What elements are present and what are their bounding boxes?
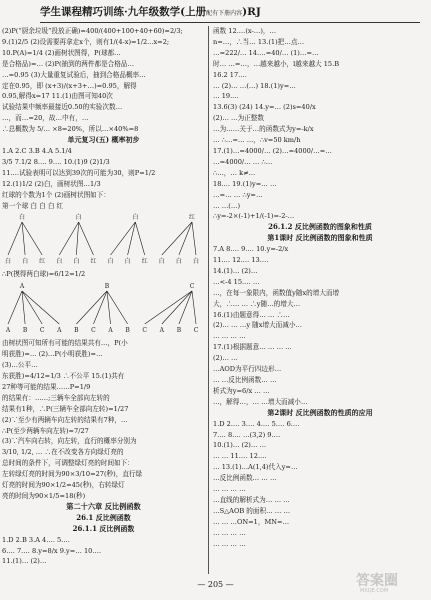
answer-line: 明获胜)=… (2)…P(小明获胜)=… — [2, 350, 103, 359]
answer-line: … 13.(1)…A(1,4)代入y=… — [213, 463, 298, 472]
answer-line: 由树状图可知所有可能的结果共有…，P(小 — [2, 339, 128, 348]
answer-line: 17.(1)…=4000/… (2)…=4000/…=… — [213, 146, 332, 155]
tree1-leaf-node: 白 — [22, 258, 29, 266]
tree1-leaf-node: 红 — [90, 258, 97, 266]
tree2-leaf-node: B — [125, 327, 130, 335]
answer-line: …反比例函数… … … — [213, 474, 277, 483]
tree2-branch — [22, 291, 59, 324]
answer-line: 第二十六章 反比例函数 — [66, 501, 141, 511]
answer-line: 总时间的条件下，可调整绿灯亮的时间如下： — [2, 459, 134, 468]
tree2-branch — [22, 291, 25, 324]
tree1-leaf-node: 红 — [39, 258, 46, 266]
answer-line: …直线的解析式为… … … — [213, 495, 290, 504]
answer-line: 10.(1)… (2)… … — [213, 441, 267, 450]
tree2-leaf-node: B — [176, 327, 182, 335]
answer-line: 是合格品)=… (2)P(抽到的两件都是合格品… — [2, 59, 135, 68]
answer-line: ∴P(摸得两白球)=6/12=1/2 — [2, 270, 86, 279]
answer-line: 27种等可能的结果……P=1/9 — [2, 382, 91, 391]
answer-line: 11.…试验表明可以达到39次的可能为30，则P=1/2 — [2, 168, 156, 177]
answer-line: 16.2 17.… — [213, 70, 247, 79]
answer-line: ∴总概数为 5/… ×8=20%，所以…×40%=8 — [2, 125, 139, 134]
answer-line: n=…，∴当… 13.(1)把…点… — [213, 37, 305, 46]
answer-line: …为……关于…的函数式为y=-k/x — [213, 125, 314, 134]
answer-line: 6.… 7.… 8.y=8/x 9.y=… 10.… — [2, 546, 102, 555]
tree1-branch — [162, 222, 192, 255]
answer-line: … … … … — [213, 485, 246, 494]
tree2-branch — [162, 291, 192, 324]
answer-line: 的结果有：……;三辆车全部向左转的 — [2, 393, 110, 402]
answer-line: … …(…) — [213, 201, 241, 210]
tree1-branch — [135, 222, 144, 255]
answer-line: 17.(1)根据题意… … … … — [213, 343, 292, 352]
answer-line: 13.6(3) (24) 14.y=… (2)s=40/x — [213, 103, 316, 112]
answer-line: 1.A 2.C 3.B 4.A 5.1/4 — [2, 146, 72, 155]
tree2-leaf-node: B — [74, 327, 79, 335]
answer-line: 结果有1种，∴P(三辆车全部向左转)=1/27 — [2, 404, 129, 413]
tree1-leaf-node: 红 — [141, 258, 148, 266]
answer-line: ∴…，… k≠… — [213, 168, 256, 177]
answer-line: …=… … ∴y=… — [213, 190, 263, 199]
answer-line: (3)…公平… — [2, 361, 38, 370]
answer-line: …<-4 15.… … — [213, 277, 260, 286]
answer-line: 12.(1)1/2 (2)白，画树状图…1/3 — [2, 179, 101, 188]
tree2-leaf-node: A — [5, 327, 11, 335]
answer-line: 东获胜)=4/12=1/3 ∴不公平 15.(1)共有 — [2, 372, 125, 381]
answer-line: …，解得…，… …增大而减小… — [213, 397, 308, 406]
answer-line: …，在每一象限内，函数值y随x的增大而增 — [213, 288, 340, 297]
tree1-branch — [8, 222, 22, 255]
answer-line: … 19.… — [213, 92, 239, 101]
tree1-leaf-node: 白 — [175, 258, 182, 266]
tree2-leaf-node: A — [57, 327, 62, 335]
tree1-leaf-node: 白 — [56, 258, 63, 266]
tree1-branch — [76, 222, 78, 255]
header-subtitle: 配有下册内容 — [206, 10, 243, 17]
answer-line: 亮的时间为90×1/5=18(秒) — [2, 492, 86, 500]
answer-line: …AOD为平行四边形… — [213, 365, 282, 374]
answer-line: 7.A 8.… 9.… 10.y=-2/x — [213, 245, 289, 254]
answer-line: 7.… 8.… …(3,2) 9.… — [213, 430, 281, 439]
answer-line: 1.D 2.… 3.… 4.… 5.… 6.… — [213, 419, 300, 428]
answer-line: … … … … — [213, 332, 246, 341]
column-divider — [208, 26, 209, 574]
tree1-leaf-node: 白 — [73, 258, 80, 266]
tree2-top-node: B — [104, 283, 110, 291]
answer-line: 10.P(A)=1/4 (2)画树状图得，P(球都… — [2, 48, 121, 57]
answer-line: 3/10, 1/2, … ∴在不改变各方向绿灯亮的 — [2, 448, 124, 457]
tree1-branch — [22, 222, 42, 255]
answer-line: 3/5 7.1/2 8.… 9.… 10.(1)9 (2)1/3 — [2, 157, 110, 166]
tree1-branch — [22, 222, 25, 255]
tree2-branch — [192, 291, 196, 324]
tree2-branch — [179, 291, 192, 324]
answer-line: 9.(1)2/5 (2)设需要再拿走x个，则有1/(4-x)=1/2...x=2; — [2, 37, 170, 46]
answer-line: 26.1.1 反比例函数 — [72, 523, 135, 533]
tree1-branch — [179, 222, 192, 255]
answer-line: … … 11.… 12.… — [213, 452, 267, 461]
tree2-leaf-node: C — [91, 327, 96, 335]
answer-line: 时… …=…，…越来越小，l越来越大 15.B — [213, 59, 340, 68]
tree2-leaf-node: C — [193, 327, 199, 335]
answer-line: 第1课时 反比例函数的图象和性质 — [267, 233, 373, 243]
answer-line: (2)P(“厨余垃圾”投放正确)=400/(400+100+40+60)=2/3; — [2, 27, 183, 35]
answer-line: 试验结果中频率最接近0.50的实验次数… — [2, 103, 123, 112]
answer-line: 0.95,解得x=17 11.(1)由图可知40次 — [2, 92, 113, 101]
answer-line: … (2)… …(…) 18.(1)y=… — [213, 81, 296, 90]
answer-line: 大，∴… … ∴y随…的增大… — [213, 299, 301, 308]
tree2-top-node: C — [189, 283, 195, 291]
answer-line: (2)∵至少有两辆车向左转的结果有7种，… — [2, 415, 128, 424]
tree1-branch — [79, 222, 94, 255]
tree2-leaf-node: A — [159, 327, 164, 335]
answer-line: … ∴…=… …，∴v=50 km/h — [213, 136, 301, 145]
tree2-branch — [76, 291, 107, 324]
page-number: — 205 — — [197, 580, 234, 589]
page-header — [40, 4, 420, 23]
tree2-diagram — [2, 280, 202, 338]
answer-line: 14.(1)… (2)… — [213, 266, 258, 275]
tree2-leaf-node: A — [108, 327, 113, 335]
answer-line: …=4000/… … ∴… — [213, 157, 273, 166]
answer-line: 函数 12.…(x-…)，… — [213, 27, 277, 35]
answer-line: 16.(1)由题意得… … ∴… — [213, 310, 290, 319]
answer-line: …S△AOB 的面积… … … — [213, 506, 291, 515]
tree2-top-node: A — [19, 283, 25, 291]
answer-line: 11.(1)… (2)… — [2, 557, 47, 566]
tree1-top-node: 白 — [18, 214, 26, 222]
tree2-branch — [8, 291, 22, 324]
left-answer-column — [2, 26, 205, 572]
answer-line: 析式为y=6/x … … — [213, 386, 270, 395]
answer-line: ∴y=-2×(-1)+1/(-1)=-2-… — [213, 212, 295, 221]
header-title: 学生课程精巧训练·九年级数学(上册 — [40, 6, 207, 18]
tree1-leaf-node: 白 — [4, 258, 12, 266]
answer-line: 18.… 19.(1)y=… … — [213, 179, 277, 188]
answer-line: … …反比例函数… … — [213, 376, 277, 384]
tree1-leaf-node: 白 — [124, 258, 131, 266]
answer-line: (2)… …为正整数 — [213, 114, 264, 123]
answer-line: 灯亮的时间为90×1/2=45(秒)，右转绿灯 — [2, 481, 125, 490]
answer-line: …，而…=20，故…中有，… — [2, 114, 89, 123]
tree2-branch — [22, 291, 42, 324]
tree2-leaf-node: B — [22, 327, 28, 335]
answer-line: (2)… … — [213, 354, 238, 363]
tree1-leaf-node: 白 — [192, 258, 200, 266]
answer-line: 11.… 12.… 13.… — [213, 256, 269, 265]
header-edition: )RJ — [242, 6, 261, 18]
watermark-url: MXQE.COM — [360, 588, 389, 594]
answer-line: 红球的个数为1个 (2)画树状图如下： — [2, 190, 110, 199]
tree1-top-node: 白 — [75, 214, 82, 222]
tree1-diagram — [2, 211, 202, 269]
answer-line: 26.1 反比例函数 — [76, 512, 131, 522]
tree1-branch — [59, 222, 78, 255]
answer-line: … … … … — [213, 539, 246, 548]
answer-line: …=0.95 (3)大量重复试验后，抽到合格品概率… — [2, 70, 146, 79]
watermark-logo: 答案圈 — [356, 573, 398, 589]
answer-line: (3)∵汽车向右转，向左转，直行的概率分别为 — [2, 437, 137, 446]
tree1-top-node: 白 — [132, 214, 139, 222]
answer-line: 左转绿灯亮的时间为90×3/10=27(秒)，直行绿 — [2, 470, 143, 479]
tree1-top-node: 红 — [188, 214, 196, 222]
answer-line: …=222/… 14.…=40/… (1)…=… — [213, 48, 319, 57]
answer-line: 1.D 2.B 3.A 4.… 5.… — [2, 535, 70, 544]
tree1-leaf-node: 白 — [158, 258, 165, 266]
answer-line: … … … … — [213, 528, 246, 537]
answer-line: ∴P(至少两辆车向左转)=7/27 — [2, 426, 89, 435]
answer-line: 26.1.2 反比例函数的图象和性质 — [268, 222, 372, 232]
answer-line: 第一个球 白 白 白 红 — [2, 201, 64, 210]
tree2-leaf-node: C — [39, 327, 45, 335]
tree1-branch — [192, 222, 196, 255]
tree2-leaf-node: C — [142, 327, 148, 335]
answer-line: (2)… … …y 随x增大而减小… — [213, 321, 303, 330]
right-answer-column — [213, 26, 427, 572]
tree2-branch — [145, 291, 192, 324]
answer-line: 第2课时 反比例函数的性质的应用 — [267, 407, 373, 417]
answer-line: … … …ON=1，MN=… — [213, 517, 290, 526]
answer-line: 单元复习(五) 概率初步 — [67, 135, 140, 145]
answer-line: 定在0.95，即 (x+3)/(x+3+…)=0.95，解得 — [2, 81, 137, 90]
tree2-branch — [93, 291, 107, 324]
tree1-leaf-node: 白 — [107, 258, 114, 266]
